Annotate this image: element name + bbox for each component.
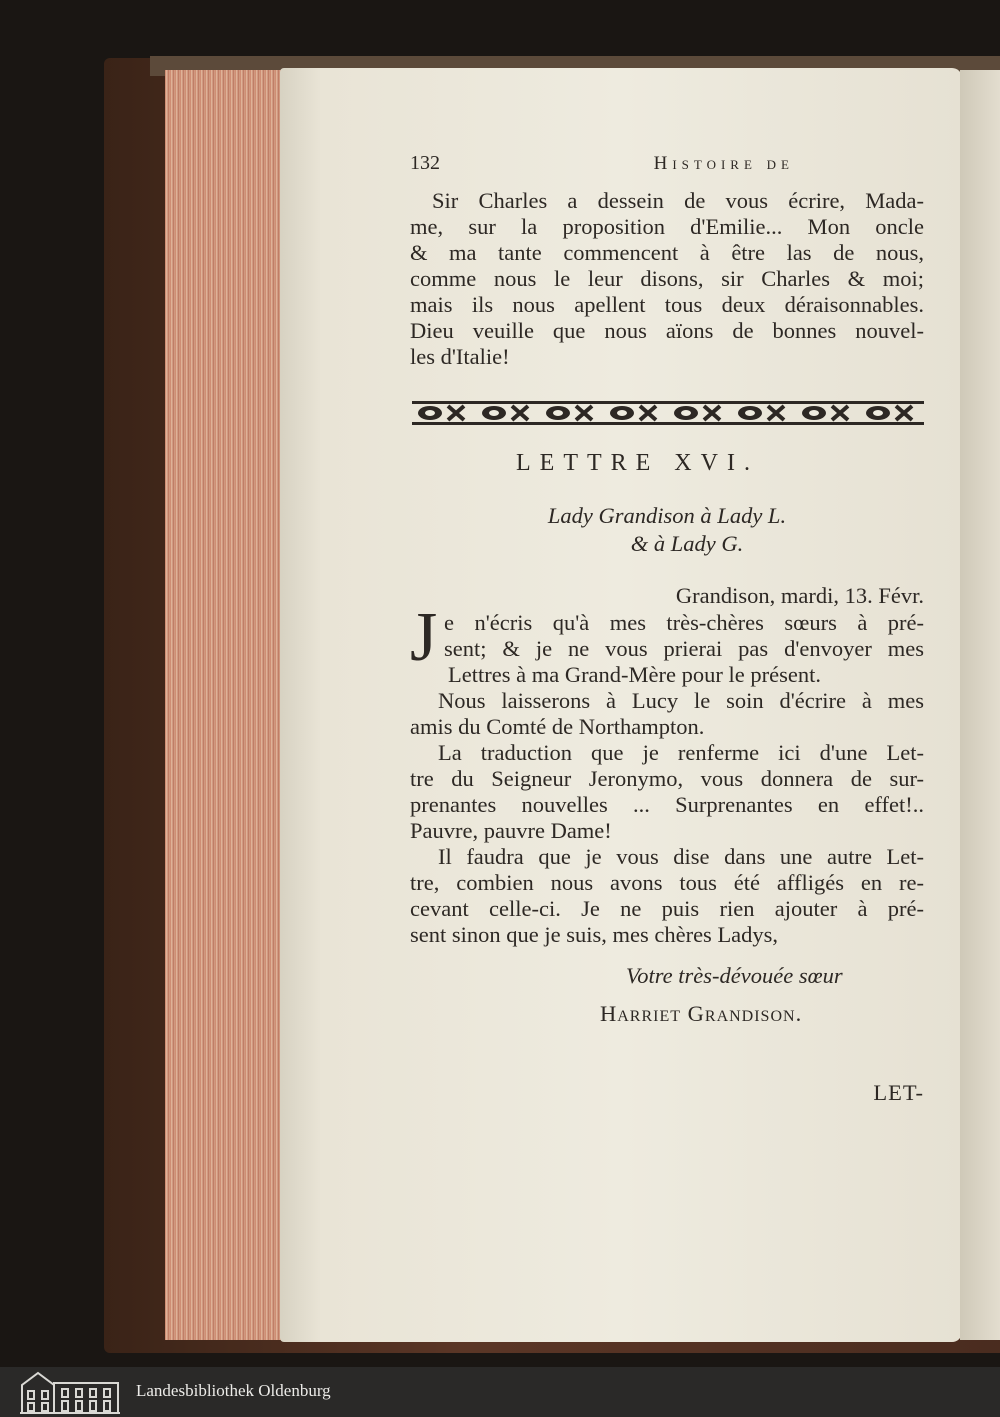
address-line-2: & à Lady G. (630, 531, 744, 556)
text-line: me, sur la proposition d'Emilie... Mon oncle (410, 214, 924, 239)
closing-line: Votre très-dévouée sœur (626, 963, 843, 988)
footer-bar (0, 1367, 1000, 1417)
text-line: Lettres à ma Grand-Mère pour le présent. (448, 662, 821, 687)
address-line-1: Lady Grandison à Lady L. (547, 503, 787, 528)
text-line: La traduction que je renferme ici d'une Let- (438, 740, 924, 765)
text-line: les d'Italie! (410, 344, 510, 369)
text-line: Dieu veuille que nous aïons de bonnes nouvel- (410, 318, 924, 343)
text-line: tre, combien nous avons tous été affligés en re- (410, 870, 924, 895)
signature: Harriet Grandison. (600, 1001, 803, 1026)
text-line: Nous laisserons à Lucy le soin d'écrire à mes (438, 688, 924, 713)
drop-cap: J (410, 599, 438, 676)
text-line: prenantes nouvelles ... Surprenantes en effet!.. (410, 792, 924, 817)
page-number: 132 (410, 152, 440, 174)
text-line: e n'écris qu'à mes très-chères sœurs à pré- (444, 610, 924, 635)
dateline: Grandison, mardi, 13. Févr. (675, 583, 924, 608)
catchword: LET- (873, 1080, 924, 1105)
text-line: sent; & je ne vous prierai pas d'envoyer mes (444, 636, 924, 661)
library-building-icon (18, 1369, 122, 1415)
text-line: sent sinon que je suis, mes chères Ladys, (410, 922, 779, 947)
library-name: Landesbibliothek Oldenburg (136, 1381, 331, 1400)
text-line: amis du Comté de Northampton. (410, 714, 705, 739)
letter-title: LETTRE XVI. (516, 450, 759, 476)
facing-page-edge (960, 70, 1000, 1340)
running-title: Histoire de (653, 153, 794, 174)
ornament-band (412, 398, 924, 428)
text-line: Il faudra que je vous dise dans une autre Let- (438, 844, 924, 869)
text-line: tre du Seigneur Jeronymo, vous donnera de sur- (410, 766, 924, 791)
text-line: comme nous le leur disons, sir Charles & moi; (410, 266, 924, 291)
text-line: & ma tante commencent à être las de nous, (410, 240, 924, 265)
text-line: Pauvre, pauvre Dame! (410, 818, 612, 843)
text-line: cevant celle-ci. Je ne puis rien ajouter à pré- (410, 896, 924, 921)
text-line: Sir Charles a dessein de vous écrire, Mada- (432, 188, 924, 213)
text-line: mais ils nous apellent tous deux déraisonnables. (410, 292, 924, 317)
page-edges (165, 70, 290, 1340)
